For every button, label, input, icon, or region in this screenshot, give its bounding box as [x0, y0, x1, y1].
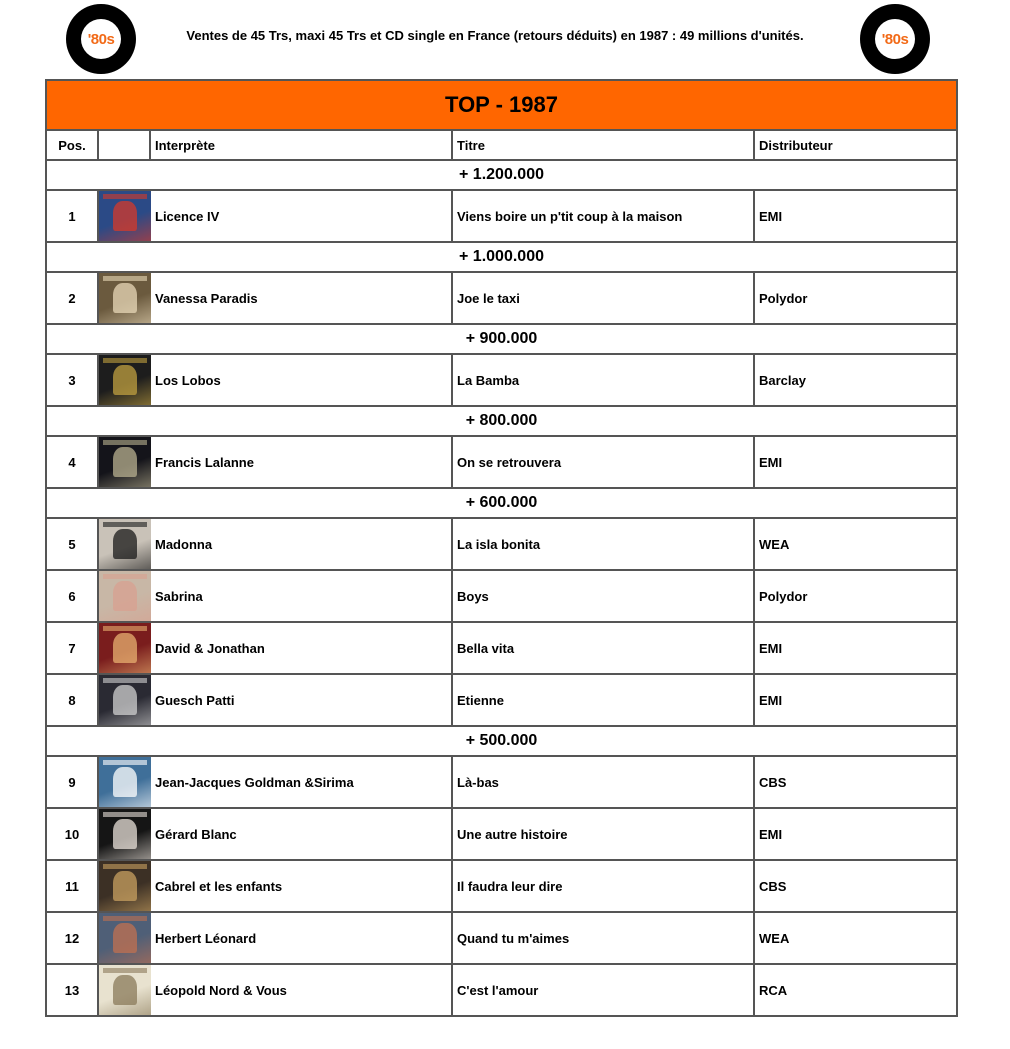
entry-distributor: RCA: [754, 964, 957, 1016]
cover-cell: [98, 570, 150, 622]
entry-title: Joe le taxi: [452, 272, 754, 324]
chart-entry-row: [46, 354, 957, 406]
entry-artist: Gérard Blanc: [150, 808, 452, 860]
entry-artist: Los Lobos: [150, 354, 452, 406]
entry-title: Une autre histoire: [452, 808, 754, 860]
col-header-label: Distributeur: [754, 130, 957, 160]
sales-threshold: + 500.000: [46, 726, 957, 756]
chart-entry-row: [46, 436, 957, 488]
entry-position: 13: [46, 964, 98, 1016]
entry-artist: David & Jonathan: [150, 622, 452, 674]
entry-distributor: Barclay: [754, 354, 957, 406]
chart-entry-row: [46, 756, 957, 808]
entry-distributor: EMI: [754, 808, 957, 860]
entry-distributor: WEA: [754, 518, 957, 570]
entry-artist: Francis Lalanne: [150, 436, 452, 488]
sales-band-row: [46, 324, 957, 354]
single-cover-image: [99, 571, 151, 621]
col-header-pos: Pos.: [46, 130, 98, 160]
entry-distributor: Polydor: [754, 570, 957, 622]
chart-entry-row: [46, 570, 957, 622]
entry-title: Viens boire un p'tit coup à la maison: [452, 190, 754, 242]
sales-threshold: + 900.000: [46, 324, 957, 354]
entry-artist: Jean-Jacques Goldman &Sirima: [150, 756, 452, 808]
entry-title: La Bamba: [452, 354, 754, 406]
chart-entry-row: [46, 272, 957, 324]
single-cover-image: [99, 191, 151, 241]
sales-threshold: + 800.000: [46, 406, 957, 436]
entry-artist: Léopold Nord & Vous: [150, 964, 452, 1016]
sales-band-row: [46, 242, 957, 272]
cover-cell: [98, 518, 150, 570]
cover-cell: [98, 912, 150, 964]
single-cover-image: [99, 965, 151, 1015]
sales-band-row: [46, 406, 957, 436]
entry-position: 12: [46, 912, 98, 964]
cover-cell: [98, 756, 150, 808]
entry-distributor: EMI: [754, 674, 957, 726]
sales-band-row: [46, 726, 957, 756]
entry-title: Etienne: [452, 674, 754, 726]
entry-title: La isla bonita: [452, 518, 754, 570]
chart-entry-row: [46, 674, 957, 726]
entry-position: 9: [46, 756, 98, 808]
single-cover-image: [99, 273, 151, 323]
eighties-logo-right: [860, 4, 930, 74]
entry-artist: Cabrel et les enfants: [150, 860, 452, 912]
cover-cell: [98, 674, 150, 726]
entry-title: C'est l'amour: [452, 964, 754, 1016]
single-cover-image: [99, 519, 151, 569]
entry-position: 6: [46, 570, 98, 622]
col-header-artist: Interprète: [150, 130, 452, 160]
cover-cell: [98, 354, 150, 406]
entry-distributor: EMI: [754, 190, 957, 242]
sales-threshold: + 1.200.000: [46, 160, 957, 190]
single-cover-image: [99, 623, 151, 673]
single-cover-image: [99, 675, 151, 725]
col-header-title: Titre: [452, 130, 754, 160]
sales-threshold: + 1.000.000: [46, 242, 957, 272]
single-cover-image: [99, 913, 151, 963]
entry-title: Quand tu m'aimes: [452, 912, 754, 964]
chart-entry-row: [46, 808, 957, 860]
entry-title: On se retrouvera: [452, 436, 754, 488]
cover-cell: [98, 622, 150, 674]
single-cover-image: [99, 355, 151, 405]
entry-position: 5: [46, 518, 98, 570]
logo-label-left: '80s: [81, 19, 121, 59]
chart-entry-row: [46, 622, 957, 674]
entry-artist: Herbert Léonard: [150, 912, 452, 964]
sales-summary-text: Ventes de 45 Trs, maxi 45 Trs et CD single en France (retours déduits) en 1987 : 49 millions d'unités.: [186, 28, 804, 43]
cover-cell: [98, 860, 150, 912]
chart-title: TOP - 1987: [46, 80, 957, 130]
entry-position: 8: [46, 674, 98, 726]
sales-band-row: [46, 160, 957, 190]
entry-position: 2: [46, 272, 98, 324]
entry-distributor: EMI: [754, 622, 957, 674]
entry-artist: Vanessa Paradis: [150, 272, 452, 324]
page-header: [0, 0, 1010, 80]
entry-title: Il faudra leur dire: [452, 860, 754, 912]
chart-entry-row: [46, 912, 957, 964]
cover-cell: [98, 964, 150, 1016]
single-cover-image: [99, 861, 151, 911]
cover-cell: [98, 272, 150, 324]
entry-position: 4: [46, 436, 98, 488]
sales-threshold: + 600.000: [46, 488, 957, 518]
single-cover-image: [99, 757, 151, 807]
chart-entry-row: [46, 860, 957, 912]
entry-position: 7: [46, 622, 98, 674]
entry-title: Là-bas: [452, 756, 754, 808]
entry-position: 10: [46, 808, 98, 860]
entry-title: Boys: [452, 570, 754, 622]
entry-artist: Sabrina: [150, 570, 452, 622]
entry-distributor: WEA: [754, 912, 957, 964]
entry-title: Bella vita: [452, 622, 754, 674]
column-header-row: [46, 130, 957, 160]
entry-distributor: CBS: [754, 756, 957, 808]
single-cover-image: [99, 809, 151, 859]
col-header-cover: [98, 130, 150, 160]
single-cover-image: [99, 437, 151, 487]
logo-label-right: '80s: [875, 19, 915, 59]
chart-entry-row: [46, 964, 957, 1016]
entry-position: 3: [46, 354, 98, 406]
eighties-logo-left: [66, 4, 136, 74]
sales-band-row: [46, 488, 957, 518]
entry-distributor: Polydor: [754, 272, 957, 324]
cover-cell: [98, 436, 150, 488]
cover-cell: [98, 808, 150, 860]
chart-entry-row: [46, 518, 957, 570]
top-chart-table: [45, 79, 958, 1017]
entry-distributor: CBS: [754, 860, 957, 912]
entry-artist: Madonna: [150, 518, 452, 570]
entry-artist: Guesch Patti: [150, 674, 452, 726]
entry-position: 1: [46, 190, 98, 242]
entry-artist: Licence IV: [150, 190, 452, 242]
cover-cell: [98, 190, 150, 242]
chart-entry-row: [46, 190, 957, 242]
entry-position: 11: [46, 860, 98, 912]
entry-distributor: EMI: [754, 436, 957, 488]
